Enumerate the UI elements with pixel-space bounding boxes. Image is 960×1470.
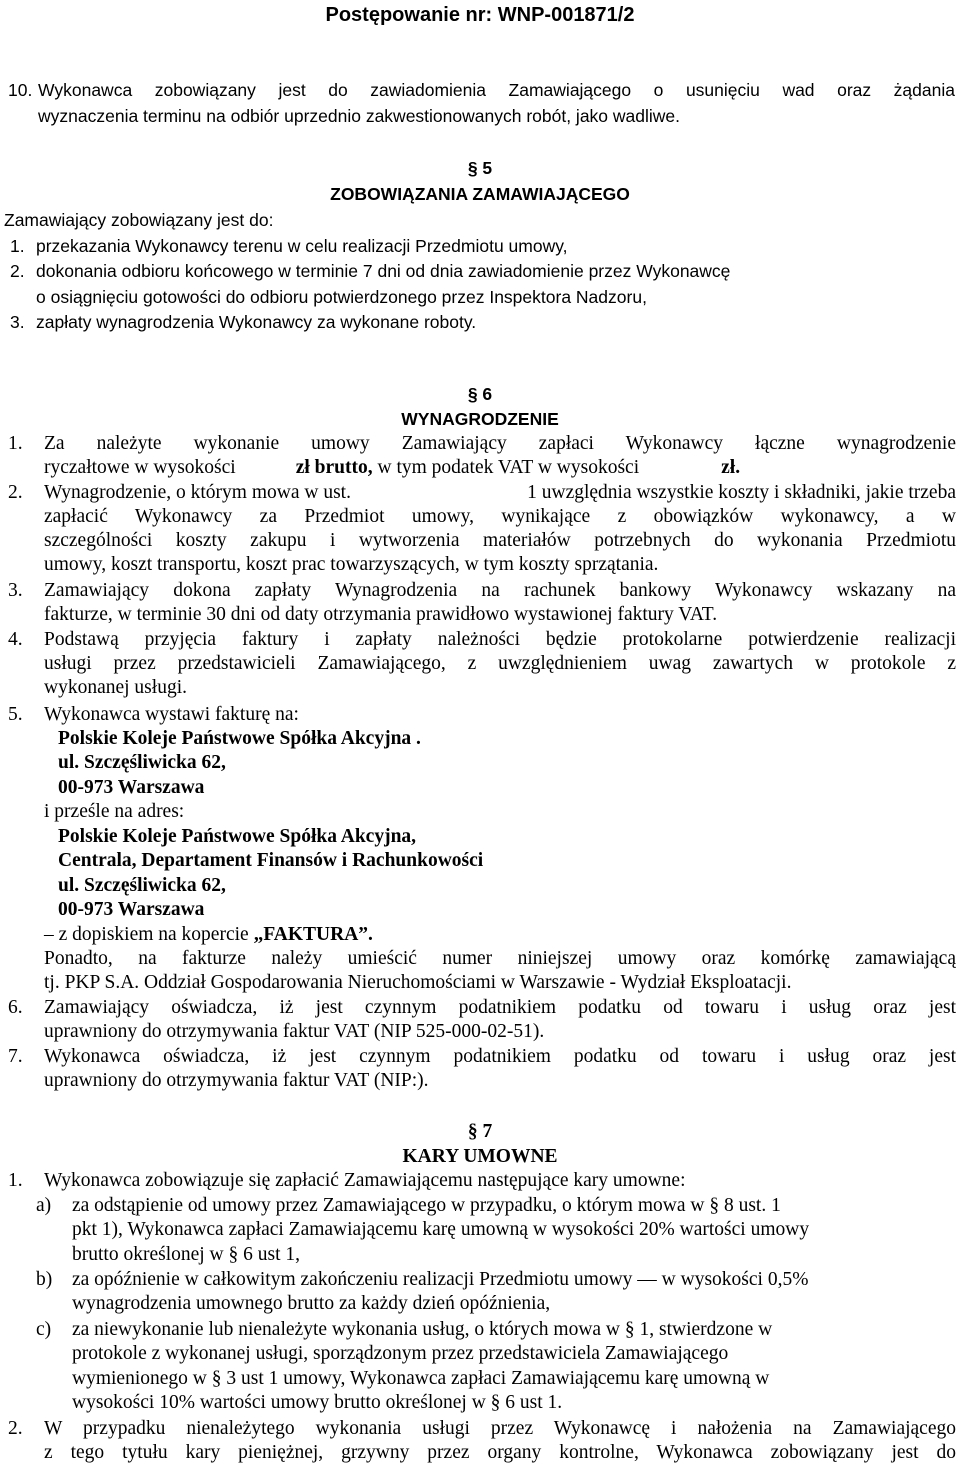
mailing-address-department: Centrala, Departament Finansów i Rachunkowości	[58, 850, 484, 871]
s5-item-1: przekazania Wykonawcy terenu w celu realizacji Przedmiotu umowy,	[36, 236, 568, 256]
s5-item-1-number: 1.	[10, 236, 25, 256]
item-10-line-1: Wykonawca zobowiązany jest do zawiadomienia Zamawiającego o usunięciu wad oraz żądania	[38, 80, 955, 100]
s7-c-letter: c)	[36, 1319, 52, 1340]
invoice-address-company: Polskie Koleje Państwowe Spółka Akcyjna .	[58, 728, 421, 749]
s6-p7-number: 7.	[8, 1046, 23, 1067]
s5-item-2-line-2: o osiągnięciu gotowości do odbioru potwierdzonego przez Inspektora Nadzoru,	[36, 287, 647, 307]
s6-p3-line-2: fakturze, w terminie 30 dni od daty otrzymania prawidłowo wystawionej faktury VAT.	[44, 604, 718, 625]
s5-item-2-number: 2.	[10, 261, 25, 281]
section-5-title: ZOBOWIĄZANIA ZAMAWIAJĄCEGO	[330, 184, 630, 204]
s6-p2-line-1-start: Wynagrodzenie, o którym mowa w ust.	[44, 482, 351, 503]
section-5-number: § 5	[467, 158, 493, 178]
s6-p2-line-1	[44, 481, 956, 505]
s6-p1-line-1: Za należyte wykonanie umowy Zamawiający zapłaci Wykonawcy łączne wynagrodzenie	[44, 433, 956, 454]
mailing-address-city: 00-973 Warszawa	[58, 899, 205, 920]
item-10-line-2: wyznaczenia terminu na odbiór uprzednio zakwestionowanych robót, jako wadliwe.	[38, 106, 681, 126]
section-7-title: KARY UMOWNE	[402, 1146, 558, 1167]
s7-b-letter: b)	[36, 1269, 53, 1290]
s7-c-line-4: wysokości 10% wartości umowy brutto określonej w § 6 ust 1.	[72, 1392, 563, 1413]
s6-p5-number: 5.	[8, 704, 23, 725]
envelope-note	[44, 923, 373, 947]
s7-a-line-2: pkt 1), Wykonawca zapłaci Zamawiającemu karę umowną w wysokości 20% wartości umowy	[72, 1219, 810, 1240]
s7-p1-text: Wykonawca zobowiązuje się zapłacić Zamawiającemu następujące kary umowne:	[44, 1170, 686, 1191]
s6-p1-vat-label: w tym podatek VAT w wysokości	[377, 457, 640, 478]
s5-item-3-number: 3.	[10, 312, 25, 332]
invoice-address-street: ul. Szczęśliwicka 62,	[58, 752, 226, 773]
mailing-address-lead: i prześle na adres:	[44, 801, 185, 822]
s6-p2-line-2: zapłacić Wykonawcy za Przedmiot umowy, wynikające z obowiązków wykonawcy, a w	[44, 506, 956, 527]
item-10-number: 10.	[8, 80, 33, 100]
s7-c-line-3: wymienionego w § 3 ust 1 umowy, Wykonawca zapłaci Zamawiającemu karę umowną w	[72, 1368, 770, 1389]
s6-p4-line-2: usługi przez przedstawicieli Zamawiającego, z uwzględnieniem uwag zawartych w protokole z	[44, 653, 956, 674]
s7-a-letter: a)	[36, 1195, 52, 1216]
s7-p2-line-2: z tego tytułu kary pieniężnej, grzywny przez organy kontrolne, Wykonawca zobowiązany jest do	[44, 1442, 956, 1463]
s6-p7-line-1: Wykonawca oświadcza, iż jest czynnym podatnikiem podatku od towaru i usług oraz jest	[44, 1046, 956, 1067]
s6-p6-line-1: Zamawiający oświadcza, iż jest czynnym podatnikiem podatku od towaru i usług oraz jest	[44, 997, 956, 1018]
s6-p1-brutto: zł brutto,	[295, 457, 373, 478]
section-7-number: § 7	[467, 1121, 493, 1142]
s7-p1-number: 1.	[8, 1170, 23, 1191]
s7-a-line-3: brutto określonej w § 6 ust 1,	[72, 1244, 301, 1265]
s7-c-line-1: za niewykonanie lub nienależyte wykonania usług, o których mowa w § 1, stwierdzone w	[72, 1319, 773, 1340]
page-header: Postępowanie nr: WNP-001871/2	[325, 4, 635, 26]
s6-p3-number: 3.	[8, 580, 23, 601]
s6-p4-number: 4.	[8, 629, 23, 650]
s7-c-line-2: protokole z wykonanej usługi, sporządzonym przez przedstawiciela Zamawiającego	[72, 1343, 729, 1364]
section-5-lead: Zamawiający zobowiązany jest do:	[4, 210, 274, 230]
s6-p4-line-1: Podstawą przyjęcia faktury i zapłaty należności będzie protokolarne potwierdzenie realizacji	[44, 629, 956, 650]
s6-p1-vat-unit: zł.	[721, 457, 741, 478]
s7-p2-number: 2.	[8, 1418, 23, 1439]
envelope-note-faktura: „FAKTURA”.	[253, 924, 373, 945]
s5-item-3: zapłaty wynagrodzenia Wykonawcy za wykonane roboty.	[36, 312, 477, 332]
envelope-note-text: – z dopiskiem na kopercie	[44, 924, 249, 945]
invoice-address-city: 00-973 Warszawa	[58, 777, 205, 798]
mailing-address-street: ul. Szczęśliwicka 62,	[58, 875, 226, 896]
s6-p2-line-3: szczególności koszty zakupu i wytworzenia materiałów potrzebnych do wykonania Przedmiotu	[44, 530, 956, 551]
s6-p1-amount-label: ryczałtowe w wysokości	[44, 457, 236, 478]
section-6-title: WYNAGRODZENIE	[401, 409, 559, 429]
s6-p1-number: 1.	[8, 433, 23, 454]
s6-p2-line-4: umowy, koszt transportu, koszt prac towarzyszących, w tym koszty sprzątania.	[44, 554, 659, 575]
s5-item-2-line-1: dokonania odbioru końcowego w terminie 7 dni od dnia zawiadomienie przez Wykonawcę	[36, 261, 731, 281]
invoice-note-line-1: Ponadto, na fakturze należy umieścić numer niniejszej umowy oraz komórkę zamawiającą	[44, 948, 956, 969]
s6-p5-text: Wykonawca wystawi fakturę na:	[44, 704, 299, 725]
s6-p6-number: 6.	[8, 997, 23, 1018]
invoice-note-line-2: tj. PKP S.A. Oddział Gospodarowania Nieruchomościami w Warszawie - Wydział Eksploatacji.	[44, 972, 792, 993]
s7-b-line-1: za opóźnienie w całkowitym zakończeniu realizacji Przedmiotu umowy — w wysokości 0,5%	[72, 1269, 809, 1290]
s6-p6-line-2: uprawniony do otrzymywania faktur VAT (NIP 525-000-02-51).	[44, 1021, 545, 1042]
s7-a-line-1: za odstąpienie od umowy przez Zamawiającego w przypadku, o którym mowa w § 8 ust. 1	[72, 1195, 781, 1216]
s6-p7-line-2: uprawniony do otrzymywania faktur VAT (NIP:).	[44, 1070, 429, 1091]
s6-p3-line-1: Zamawiający dokona zapłaty Wynagrodzenia na rachunek bankowy Wykonawcy wskazany na	[44, 580, 956, 601]
s7-p2-line-1: W przypadku nienależytego wykonania usługi przez Wykonawcę i nałożenia na Zamawiającego	[44, 1418, 956, 1439]
s6-p2-number: 2.	[8, 482, 23, 503]
s6-p2-line-1-rest: 1 uwzględnia wszystkie koszty i składniki, jakie trzeba	[527, 482, 956, 503]
s6-p4-line-3: wykonanej usługi.	[44, 677, 187, 698]
section-6-number: § 6	[467, 384, 493, 404]
s7-b-line-2: wynagrodzenia umownego brutto za każdy dzień opóźnienia,	[72, 1293, 551, 1314]
mailing-address-company: Polskie Koleje Państwowe Spółka Akcyjna,	[58, 826, 417, 847]
s6-p1-line-2	[44, 456, 740, 480]
